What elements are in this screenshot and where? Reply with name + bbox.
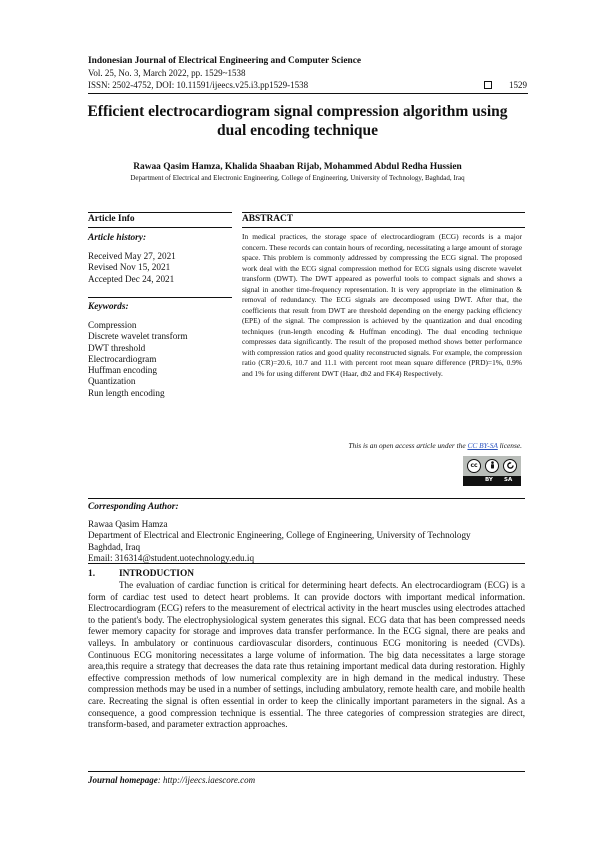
revised-date: Revised Nov 15, 2021 [88, 262, 171, 273]
cc-icon: cc [467, 459, 481, 473]
author-name: Rawaa Qasim Hamza [88, 519, 168, 529]
keyword: Discrete wavelet transform [88, 331, 188, 342]
introduction-paragraph: The evaluation of cardiac function is critical for determining heart defects. An electrocardiogram (ECG) is a form of cardiac test used to detect heart problems. It can provide doctors with important medical information. Electrocardiogram (ECG) refers to the measurement of electrical activity in the heart muscles using electrodes attached to the patient's body. The electrophysiological system generates this signal. ECG data that has been compressed needs fewer memory capacity for storage and improves data transfer performance. In the ECG signal, there are peaks and valleys. In ambulatory or continuous cardiovascular disorders, continuous ECG monitoring is needed (CVDs). Continuous ECG monitoring necessitates a large volume of information. The big data necessitates a large storage area,this require a strategy that decreases the data rate thus retaining important medical data during restoration. Highly effective compression methods of low numerical complexity are in high demand in the medical industry. These compression methods may be used in a number of settings, including ambulatory, remote health care, and mobile health care. Recreating the signal is often essential in order to keep the clinically important parameters in the signal. As a consequence, a good compression technique is essential. The three categories of compression strategies are direct, transform-based, and parameter extraction approaches. [88, 580, 525, 730]
received-date: Received May 27, 2021 [88, 251, 176, 261]
keyword: Huffman encoding [88, 365, 157, 376]
keyword: Quantization [88, 376, 136, 387]
corresponding-author-details [88, 519, 525, 564]
corresponding-author-heading: Corresponding Author: [88, 502, 179, 512]
volume-line: Vol. 25, No. 3, March 2022, pp. 1529~1538 [88, 68, 246, 78]
article-history-heading: Article history: [88, 233, 147, 243]
section-number: 1. [88, 569, 96, 579]
rule-corresponding-end [88, 563, 525, 564]
license-suffix: license. [497, 441, 522, 450]
journal-name: Indonesian Journal of Electrical Engineering and Computer Science [88, 56, 362, 66]
title-line-1: Efficient electrocardiogram signal compression algorithm using [87, 103, 508, 120]
article-history [88, 251, 176, 285]
cc-by-sa-badge[interactable] [463, 456, 521, 486]
title-line-2: dual encoding technique [216, 122, 379, 139]
license-note [242, 441, 522, 450]
author-city: Baghdad, Iraq [88, 541, 141, 552]
page-number: 1529 [509, 80, 527, 90]
author-email: Email: 316314@student.uotechnology.edu.iq [88, 552, 255, 563]
badge-sa-label: SA [504, 477, 513, 483]
homepage-label: Journal homepage [88, 775, 158, 785]
rule-abstract-top [242, 212, 525, 213]
header-rule [88, 93, 528, 94]
keywords-list [88, 320, 188, 399]
cc-by-sa-link[interactable]: CC BY-SA [467, 441, 498, 450]
footer-rule [88, 771, 525, 772]
badge-by-label: BY [485, 477, 493, 483]
keyword: Run length encoding [88, 387, 165, 398]
share-alike-icon [503, 459, 517, 473]
paper-title [60, 102, 535, 140]
accepted-date: Accepted Dec 24, 2021 [88, 273, 175, 284]
homepage-url[interactable]: : http://ijeecs.iaescore.com [157, 775, 256, 785]
rule-keywords [88, 297, 232, 298]
article-info-heading: Article Info [88, 214, 135, 224]
rule-info-end [88, 498, 525, 499]
attribution-person-icon [485, 459, 499, 473]
keyword: Electrocardiogram [88, 353, 157, 364]
keyword: Compression [88, 320, 137, 330]
square-icon [484, 81, 492, 89]
author-department: Department of Electrical and Electronic Engineering, College of Engineering, University of Technology [88, 530, 471, 541]
journal-homepage [88, 775, 255, 785]
rule-abstract-bottom [242, 227, 525, 228]
abstract-text: In medical practices, the storage space of electrocardiogram (ECG) records is a major concern. These records can contain hours of recording, necessitating a large amount of storage space. This problem is commonly addressed by compressing the ECG signal. The proposed work deal with the ECG signal compression method for ECG signals using discrete wavelet transform (DWT). The DWT appeared as powerful tools to compact signals and shows a signal in another time-frequency representation. It is very appropriate in the elimination & removal of redundancy. The ECG signals are decomposed using DWT. After that, the coefficients that result from DWT are threshold depending on the energy packing efficiency (EPE) of the signal. The compression is achieved by the quantization and dual encoding techniques (run-length encoding & Huffman encoding). The dual encoding technique compresses data significantly. The result of the proposed method shows better performance with compression ratios and good quality reconstructed signals. For example, the compression ratio (CR)=20.6, 10.7 and 11.1 with percent root mean square difference (PRD)=1%, 0.9% and 1% for using different DWT (Haar, db2 and FK4) Respectively. [242, 232, 522, 378]
keywords-heading: Keywords: [88, 302, 129, 312]
rule-article-info-top [88, 212, 232, 213]
abstract-heading: ABSTRACT [242, 214, 294, 224]
authors: Rawaa Qasim Hamza, Khalida Shaaban Rijab, Mohammed Abdul Redha Hussien [133, 162, 462, 172]
license-prefix: This is an open access article under the [348, 441, 468, 450]
section-heading: INTRODUCTION [119, 569, 195, 579]
issn-doi-line: ISSN: 2502-4752, DOI: 10.11591/ijeecs.v25.i3.pp1529-1538 [88, 80, 309, 90]
keyword: DWT threshold [88, 342, 146, 353]
rule-article-info-bottom [88, 227, 232, 228]
affiliation: Department of Electrical and Electronic Engineering, College of Engineering, University of Technology, Baghdad, Iraq [130, 174, 465, 182]
